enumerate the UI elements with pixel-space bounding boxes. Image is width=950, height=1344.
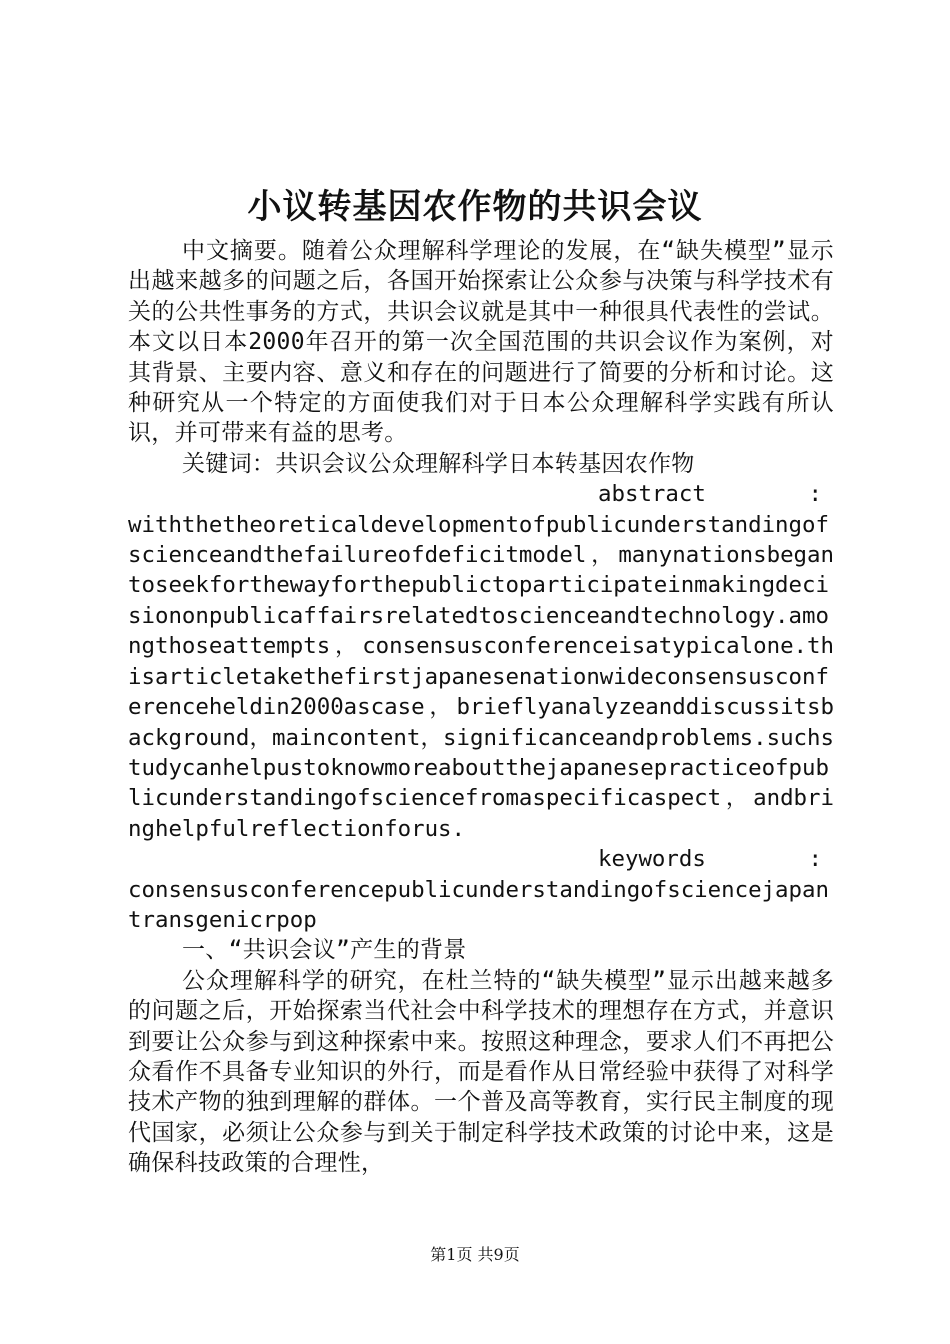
section-paragraph: 公众理解科学的研究，在杜兰特的“缺失模型”显示出越来越多的问题之后，开始探索当代社会中科学技术的理想存在方式，并意识到要让公众参与到这种探索中来。按照这种理念，要求人们不再把公众看作不具备专业知识的外行，而是看作从日常经验中获得了对科学技术产物的独到理解的群体。一个普及高等教育，实行民主制度的现代国家，必须让公众参与到关于制定科学技术政策的讨论中来，这是确保科技政策的合理性， [128,967,834,1177]
page-footer: 第1页 共9页 [430,1245,520,1264]
english-keywords-label: keywords [598,846,706,873]
english-keywords: consensusconferencepublicunderstandingofsciencejapantransgenicrpop [128,876,829,933]
chinese-abstract: 中文摘要。随着公众理解科学理论的发展，在“缺失模型”显示出越来越多的问题之后，各国开始探索让公众参与决策与科学技术有关的公共性事务的方式，共识会议就是其中一种很具代表性的尝试。本文以日本2000年召开的第一次全国范围的共识会议作为案例，对其背景、主要内容、意义和存在的问题进行了简要的分析和讨论。这种研究从一个特定的方面使我们对于日本公众理解科学实践有所认识，并可带来有益的思考。 [128,238,834,447]
english-keywords-colon: : [808,846,822,873]
english-abstract: withthetheoreticaldevelopmentofpublicunderstandingofscienceandthefailureofdeficitmodel，manynationsbegantoseekforthewayforthepublictoparticipateinmakingdecisiononpublicaffairsrelatedtoscienceandtechnology.amongthoseattempts，consensusconferenceisatypicalone.thisarticletakethefirstjapanesenationwideconsensusconferenceheldin2000ascase，brieflyanalyzeanddiscussitsbackground，maincontent，significanceandproblems.suchstudycanhelpustoknowmoreaboutthejapanesepracticeofpublicunderstandingofsciencefromaspecificaspect，andbringhelpfulreflectionforus. [128,511,834,842]
document-body [128,236,834,1179]
english-abstract-colon: : [808,481,822,508]
chinese-keywords: 关键词：共识会议公众理解科学日本转基因农作物 [182,450,695,477]
section-heading: 一、“共识会议”产生的背景 [182,937,467,964]
document-title: 小议转基因农作物的共识会议 [247,187,703,227]
english-abstract-label: abstract [598,481,706,508]
english-abstract-label-line [128,479,834,509]
english-keywords-label-line [128,844,834,874]
